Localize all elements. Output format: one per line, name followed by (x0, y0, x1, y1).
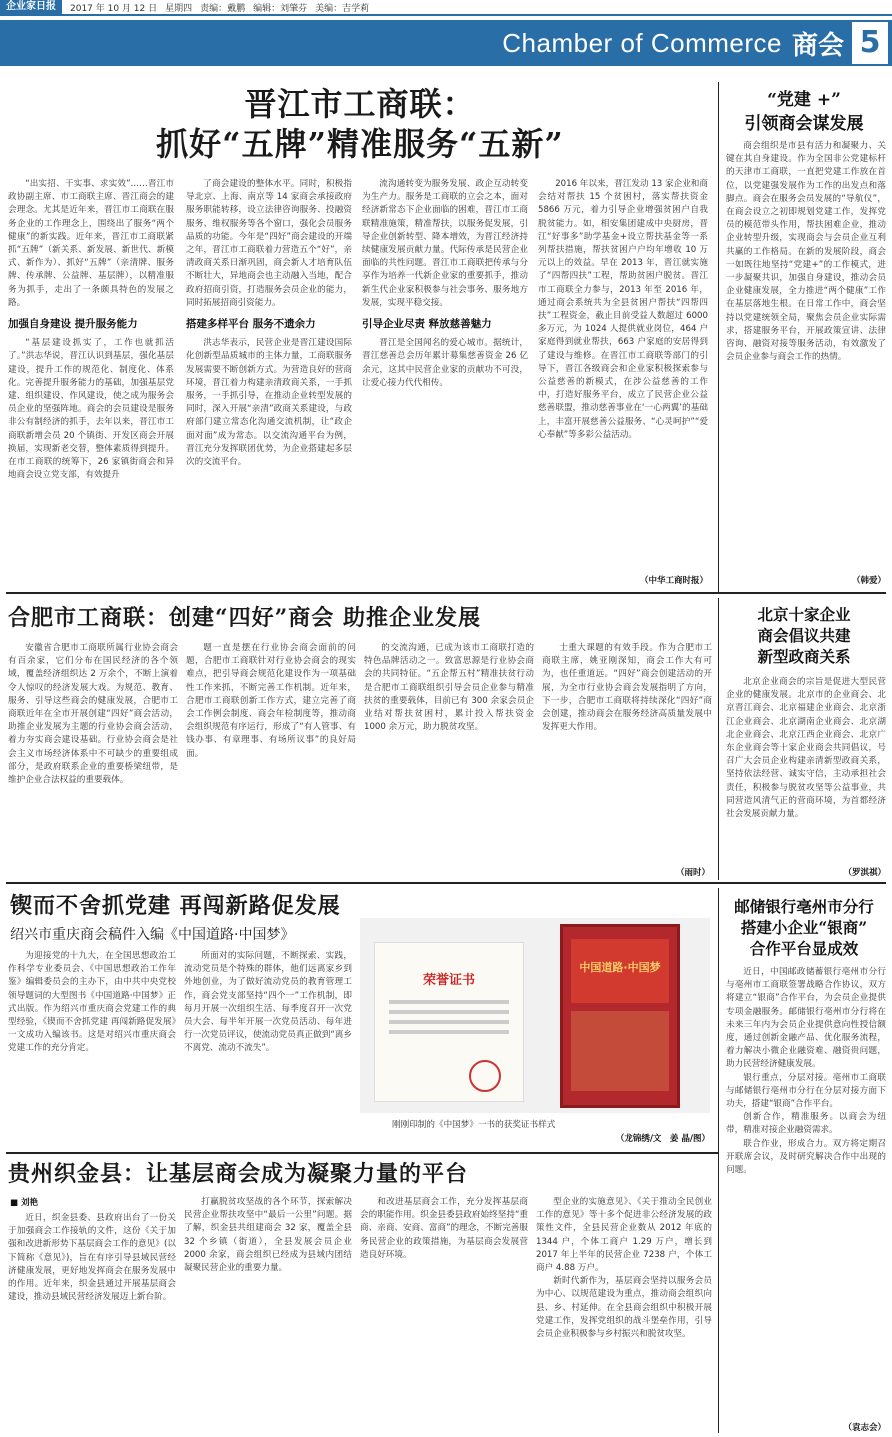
side3-body (726, 966, 886, 1421)
side1-text: 商会组织是市县有活力和凝聚力、关键在其自身建设。作为全国非公党建标杆的天津市工商联，一直把党建工作放在首位，以党建强发展作为工作的出发点和落脚点。商会在服务会员发展的“导航仪”，在商会设立之初即规划党建工作，发挥党员的模范带头作用，帮扶困难企业，推动企业转型升级，实现商会与会员企业互利共赢的工作格局。在新的发展阶段，商会一如既往地坚持“党建+”的工作模式，进一步凝聚共识，加强自身建设，推动会员企业健康发展，全力推进“两个健康”工作在基层落地生根。在日常工作中，商会坚持以党建统领全局，聚焦会员企业实际需求，搭建服务平台，开展政策宣讲、法律咨询、融资对接等服务活动，有效激发了会员企业参与商会工作的热情。 (726, 141, 886, 363)
article1-col3-text: 流沟通转变为服务发展、政企互动转变为生产力。服务是工商联的立会之本，面对经济新常态下企业面临的困难，晋江市工商联精准施策，精准帮扶，以服务促发展，引导企业创新转型、降本增效，为晋江经济持续健康发展贡献力量。代际传承是民营企业面临的共性问题。晋江市工商联把传承与分享作为培养一代新企业家的重要抓手，推动新生代企业家积极参与社会事务、服务地方发展，实现平稳交接。 (362, 179, 528, 308)
section-name-en: Chamber of Commerce (502, 27, 782, 58)
photo-caption: 刚刚印制的《中国梦》一书的获奖证书样式 (392, 1120, 556, 1130)
side2-text: 北京企业商会的宗旨是促进大型民营企业的健康发展。北京市的企业商会、北京晋江商会、北京福建企业商会、北京浙江企业商会、北京湖南企业商会、北京湖北企业商会、北京江西企业商会、北京广东企业商会等十家企业商会共同倡议，号召广大会员企业构建亲清新型政商关系，坚持依法经营、诚实守信，主动承担社会责任，积极参与脱贫攻坚等公益事业，共同营造风清气正的营商环境，为首都经济社会发展贡献力量。 (726, 677, 886, 820)
side2-title-line3: 新型政商关系 (757, 647, 851, 666)
section-name-cn: 商会 (791, 30, 844, 61)
article2-col2 (186, 642, 356, 874)
editor-credit-2: 编辑：刘肇芬 (253, 3, 308, 14)
article3-subtitle: 绍兴市重庆商会稿件入编《中国道路·中国梦》 (10, 927, 295, 943)
section-rule (6, 592, 886, 594)
section-rule-3 (6, 1152, 718, 1154)
book-cover-image (560, 924, 680, 1108)
article1-title-line2: 抓好“五牌”精准服务“五新” (156, 125, 564, 163)
article4-col4 (536, 1196, 712, 1434)
article1-headline (10, 84, 710, 164)
article1-col1 (8, 178, 174, 583)
side2-source: （罗淇祺） (843, 868, 886, 878)
certificate-title: 荣誉证书 (422, 973, 475, 988)
article2-source: （雨时） (675, 868, 710, 878)
side1-source: （韩爱） (851, 576, 886, 586)
section-rule-2 (6, 882, 886, 884)
side1-title-line1: “党建 +” (767, 90, 841, 110)
article1-col4-text: 2016 年以来，晋江发动 13 家企业和商会结对帮扶 15 个贫困村，落实帮扶资金 5866 万元，着力引导企业增强贫困户自我脱贫能力。如，相安集团建成中央厨房，晋江“好事多”助学基金+设立帮扶基金等一系列帮扶措施，帮扶贫困户户均年增收 10 万元以上的效益。早在 2013 年，晋江就实施了“四帮四扶”工程，帮助贫困户脱贫。晋江市工商联全力参与，2013 年至 2016 年，通过商会系统共为全县贫困户帮扶“四帮四扶”工程资金，截止目前受益人数超过 6000 多万元，为 1024 人提供就业岗位，464 户家庭得到就业帮扶，663 户家庭的安居得到了建设与维修。在晋江市工商联等部门的引导下，晋江各级商会和企业家积极探索参与公益慈善的新模式，在涉公益慈善的工作中，打造好服务平台，成立了民营企业公益慈善联盟，推动慈善事业在‘一心两翼’的基础上，丰富开展慈善公益服务、“心灵呵护”“爱心奉献”等多彩公益活动。 (538, 179, 708, 440)
column-divider (718, 82, 719, 592)
column-divider-2 (718, 598, 719, 880)
article2-col3-text: 的交流沟通，已成为该市工商联打造的特色品牌活动之一。致富思源是行业协会商会的共同特征。“五企帮五村”精准扶贫行动是合肥市工商联组织引导会员企业参与精准扶贫的重要载体，目前已有 300 余家会员企业结对帮扶贫困村，累计投入帮扶资金 1000 余万元，助力脱贫攻坚。 (364, 643, 534, 733)
article2-col4 (542, 642, 712, 866)
issue-date: 2017 年 10 月 12 日 (70, 3, 158, 14)
masthead-bar (0, 0, 892, 16)
side3-title-line3: 合作平台显成效 (749, 939, 859, 958)
article3-credit: （龙锦绣/文 姜 晶/图） (615, 1134, 710, 1144)
article4-col2 (184, 1196, 352, 1434)
column-divider-3 (718, 888, 719, 1433)
article1-col3-body: 晋江是全国闻名的爱心城市。据统计，晋江慈善总会历年累计募集慈善资金 26 亿余元，这其中民营企业家的贡献功不可没，让爱心接力代代相传。 (362, 338, 528, 388)
article4-col4-more: 新时代新作为，基层商会坚持以服务会员为中心、以规范建设为重点，推动商会组织向县、乡、村延伸。在全县商会组织中积极开展党建工作，发挥党组织的战斗堡垒作用，引导会员企业积极参与乡村振兴和脱贫攻坚。 (536, 1276, 712, 1340)
article1-col4 (538, 178, 708, 573)
book-title: 中国道路·中国梦 (571, 939, 669, 1003)
article4-col2-text: 打赢脱贫攻坚战的各个环节，探索解决民营企业帮扶攻坚中“最后一公里”问题。据了解，织金县共组建商会 32 家，覆盖全县 32 个乡镇（街道），全县发展会员企业 2000 余家，商会组织已经成为县域内团结凝聚民营企业的重要力量。 (184, 1197, 352, 1274)
article2-col1 (8, 642, 178, 874)
side3-title-line2: 搭建小企业“银商” (740, 918, 868, 937)
side3-title-line1: 邮储银行亳州市分行 (734, 897, 874, 916)
article1-col3 (362, 178, 528, 583)
article1-lead: “出实招、干实事、求实效”……晋江市政协副主席、市工商联主席、晋江商会的建会理念。尤其是近年来，晋江市工商联在服务企业的工作理念上，围绕出了服务“两个健康”的新实践。近年来，晋江市工商联紧抓“五牌”（新关系、新发展、新世代、新模式、新作为）、抓好“五牌”（亲清牌、服务牌、传承牌、公益牌、基层牌），以精准服务为抓手，走出了一条颇具特色的发展之路。 (8, 179, 174, 308)
side3-source: （袁志会） (843, 1423, 886, 1433)
article3-headline: 锲而不舍抓党建 再闯新路促发展 (10, 893, 341, 919)
article1-col2-body: 洪志华表示，民营企业是晋江建设国际化创新型品质城市的主体力量，工商联服务发展需要不断创新方式。为营造良好的营商环境，晋江着力构建亲清政商关系，一手抓服务，一手抓引导，在推动企业转型发展的同时，深入开展“亲清”政商关系建设，与政府部门建立常态化沟通交流机制，让“政企面对面”成为常态。以交流沟通平台为例，晋江充分发挥联团优势，为企业搭建起多层次的交流平台。 (186, 338, 352, 468)
article1-subhead2: 搭建多样平台 服务不遗余力 (186, 318, 316, 331)
article1-title-line1: 晋江市工商联： (244, 85, 476, 123)
editor-credit-3: 美编：吉学莉 (315, 3, 370, 14)
article3-col1-text: 为迎接党的十九大，在全国思想政治工作科学专业委员会、《中国思想政治工作年鉴》编辑委员会的主办下，由中共中央党校领导题词的大型图书《中国道路·中国梦》正式出版。作为绍兴市重庆商会党建工作的典型经验，《锲而不舍抓党建 再闯新路促发展》一文成功入编该书。这是对绍兴市重庆商会党建工作的充分肯定。 (8, 951, 176, 1054)
certificate-image (374, 942, 524, 1102)
side3-point2: 创新合作，精准服务。以商会为纽带，精准对接企业融资需求。 (726, 1112, 886, 1136)
side3-point1: 银行重点，分层对接。亳州市工商联与邮储银行亳州市分行在分层对接方面下功夫，搭建“银商”合作平台。 (726, 1072, 886, 1110)
article2-col4-text: 士重大课题的有效手段。作为合肥市工商联主席，姚亚刚深知，商会工作大有可为，也任重道远。“四好”商会创建活动的开展，为全市行业协会商会发展指明了方向，下一步，合肥市工商联将持续深化“四好”商会创建，推动商会在服务经济高质量发展中发挥更大作用。 (542, 643, 712, 733)
section-banner (0, 20, 892, 66)
article1-subhead3: 引导企业尽责 释放慈善魅力 (362, 318, 492, 331)
page-number: 5 (852, 22, 888, 64)
side1-title-line2: 引领商会谋发展 (744, 114, 864, 134)
article2-col1-text: 安徽省合肥市工商联所属行业协会商会有百余家，它们分布在国民经济的各个领域，覆盖经济组织达 2 万余个，不断上演着令人惊叹的经济发展大戏。为规范、教育、服务、引导这些商会的健康发展，合肥市工商联近年在全市开展创建“四好”商会活动，助推企业发展为主题的行业协会商会活动，着力夯实商会建设基础。行业协会商会是社会主义市场经济体系中不可缺少的重要组成部分，是政府联系企业的重要桥梁纽带，是维护企业合法权益的重要载体。 (8, 643, 178, 786)
article1-subhead1: 加强自身建设 提升服务能力 (8, 318, 138, 331)
side2-body (726, 676, 886, 866)
article1-source: （中华工商时报） (639, 576, 708, 586)
side1-body (726, 140, 886, 572)
article4-col1-text: 近日，织金县委、县政府出台了一份关于加强商会工作接轨的文件，这份《关于加强和改进新形势下基层商会工作的意见》(以下简称《意见》)，旨在有序引导县域民营经济健康发展，更好地发挥商会在服务发展中的作用。近年来，织金县通过开展基层商会建设，推动县域民营经济发展迈上新台阶。 (8, 1213, 176, 1303)
side3-text: 近日，中国邮政储蓄银行亳州市分行与亳州市工商联签署战略合作协议，双方将建立“银商”合作平台，为会员企业提供专项金融服务。邮储银行亳州市分行将在未来三年内为会员企业提供意向性授信额度，通过创新金融产品、优化服务流程，着力解决小微企业融资难、融资贵问题，助力民营经济健康发展。 (726, 967, 886, 1070)
article1-col2-text: 了商会建设的整体水平。同时，积极指导北京、上海、南京等 14 家商会承接政府服务职能转移，设立法律咨询服务、投融资服务、维权服务等各个窗口，强化会员服务品质的功能。今年是“四好”商会建设的开端之年，晋江市工商联着力营造五个“好”，亲清政商关系日渐巩固，商会新人才培育队伍不断壮大，异地商会也主动融入当地，配合政府招商引资，打造服务会员企业的能力，同时拓展招商引资能力。 (186, 179, 352, 308)
article3-col1 (8, 950, 176, 1142)
article4-col4-text: 型企业的实施意见》、《关于推动全民创业工作的意见》等十多个促进非公经济发展的政策性文件，全县民营企业数从 2012 年底的 1344 户，个体工商户 1.29 万户，增长到 2017 年上半年的民营企业 7238 户，个体工商户 4.88 万户。 (536, 1197, 712, 1274)
article3-col2-text: 所面对的实际问题，不断探索、实践，流动党员是个特殊的群体，他们远离家乡到外地创业，为了做好流动党员的教育管理工作，商会党支部坚持“四个一”工作机制，即每月开展一次组织生活、每季度召开一次党员大会、每半年开展一次党员活动、每年进行一次党员评议，使流动党员真正做到“离乡不离党、流动不流失”。 (184, 951, 352, 1054)
certificate-book-photo (360, 918, 710, 1113)
article1-col2 (186, 178, 352, 583)
newspaper-logo: 企业家日报 (0, 0, 62, 15)
article2-col2-text: 题一直是摆在行业协会商会面前的问题，合肥市工商联针对行业协会商会的现实难点，把引导商会规范化建设作为一项基础性工作来抓，不断完善工作机制。近年来，合肥市工商联创新工作方式，建立完善了商会工作例会制度、商会年检制度等，推动商会组织规范有序运行，形成了“有人管事、有钱办事、有章理事、有场所议事”的良好局面。 (186, 643, 356, 759)
article4-headline: 贵州织金县：让基层商会成为凝聚力量的平台 (8, 1161, 469, 1187)
article4-col3-text: 和改进基层商会工作，充分发挥基层商会的职能作用。织金县委县政府始终坚持“重商、亲商、安商、富商”的理念，不断完善服务民营企业的政策措施，为基层商会发展营造良好环境。 (360, 1197, 528, 1260)
side2-title-line2: 商会倡议共建 (757, 626, 851, 645)
article2-col3 (364, 642, 534, 874)
article4-col1 (8, 1212, 176, 1434)
editor-credit-1: 责编：戴鹏 (200, 3, 246, 14)
side3-point3: 联合作业，形成合力。双方将定期召开联席会议，及时研究解决合作中出现的问题。 (726, 1138, 886, 1176)
side1-headline (724, 88, 884, 136)
article4-col3 (360, 1196, 528, 1434)
issue-weekday: 星期四 (165, 3, 193, 14)
side3-headline (724, 896, 884, 959)
article3-col2 (184, 950, 352, 1142)
article1-col1-body: “基层建设抓实了，工作也就抓活了。”洪志华说，晋江认识到基层，强化基层建设，提升工作的规范化、制度化、体系化。完善提升服务能力的基础，加强基层党建、组织建设、作风建设，使之成为服务会员企业的坚强阵地。商会的会员建设是服务非公有制经济的抓手，去年以来，晋江市工商联新增会员 20 个镇街、开发区商会开展换届，实现新老交替，整体素质得到提升。在市工商联的统筹下，26 家镇街商会和异地商会设立党支部，有效提升 (8, 338, 174, 481)
side2-title-line1: 北京十家企业 (757, 605, 851, 624)
side2-headline (724, 604, 884, 667)
article4-author: ■ 刘艳 (10, 1198, 38, 1208)
article2-headline: 合肥市工商联：创建“四好”商会 助推企业发展 (8, 605, 481, 631)
